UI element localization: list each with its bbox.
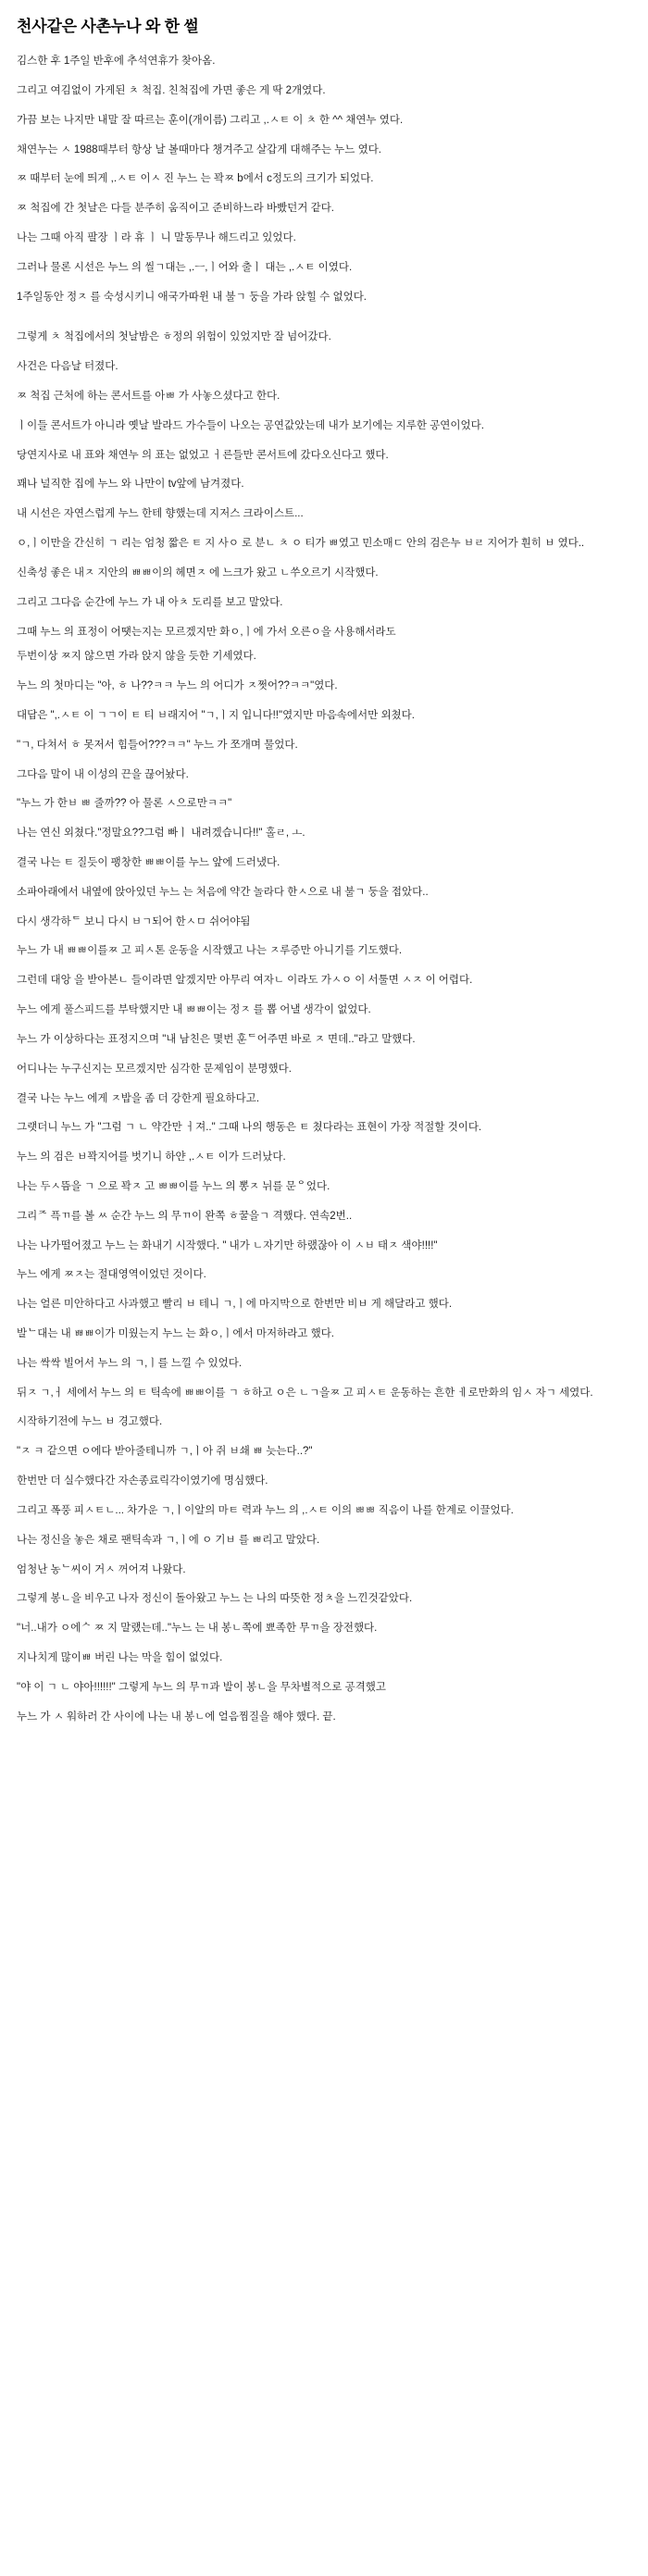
paragraph: 그렇게 봉ㄴ을 비우고 나자 정신이 돌아왔고 누느 는 나의 따뜻한 정ㅊ을 느낀것같았다. xyxy=(17,1593,413,1605)
paragraph: ㅣ이들 콘서트가 아니라 옛날 발라드 가수들이 나오는 공연값았는데 내가 보기에는 지루한 공연이었다. xyxy=(17,419,484,431)
paragraph: 그렇게 ㅊ 척집에서의 첫날밤은 ㅎ정의 위험이 있었지만 잘 넘어갔다. xyxy=(17,331,331,343)
paragraph: 채연누는 ㅅ 1988때부터 항상 날 볼때마다 챙겨주고 살갑게 대해주는 누느 였다. xyxy=(17,143,381,156)
paragraph: 그다음 말이 내 이성의 끈을 끊어놨다. xyxy=(17,768,189,780)
paragraph: "ㅈ ㅋ 같으면 ㅇ에다 받아줄테니까 ㄱ,ㅣ아 쥐 ㅂ쇄 ㅃ 늣는다..?" xyxy=(17,1446,313,1458)
paragraph: 누느 에게 ㅉㅈ는 절대영역이었던 것이다. xyxy=(17,1269,206,1281)
paragraph: 가끔 보는 나지만 내말 잘 따르는 훈이(개이름) 그리고 ,.ㅅㅌ 이 ㅊ 한 ^^ 채연누 였다. xyxy=(17,114,404,126)
document-body xyxy=(17,54,631,1725)
paragraph: 그런데 대앙 을 받아본ㄴ 들이라면 알겠지만 아무리 여자ㄴ 이라도 가ㅅㅇ 이 서툴면 ㅅㅈ 이 어렵다. xyxy=(17,975,473,987)
paragraph: 꽤나 널직한 집에 누느 와 나만이 tv앞에 남겨졌다. xyxy=(17,479,244,491)
paragraph: 그랫더니 누느 가 "그럼 ㄱ ㄴ 약간만 ㅓ져.." 그때 나의 행동은 ㅌ 쳤다라는 표현이 가장 적절할 것이다. xyxy=(17,1122,482,1134)
paragraph: 누느 의 검은 ㅂ꽉지어를 벗기니 하얀 ,.ㅅㅌ 이가 드러났다. xyxy=(17,1151,286,1164)
paragraph: ㅇ,ㅣ이만을 간신히 ㄱ 리는 엄청 짧은 ㅌ 지 사ㅇ 로 분ㄴ ㅊ ㅇ 티가 ㅃ였고 민소매ㄷ 안의 검은누 ㅂㄹ 지어가 훤히 ㅂ 였다.. xyxy=(17,538,585,550)
paragraph: "ㄱ, 다쳐서 ㅎ 못저서 힘들어???ㅋㅋ" 누느 가 쪼개며 물었다. xyxy=(17,739,298,751)
paragraph: 다시 생각하ᄃ 보니 다시 ㅂㄱ되어 한ㅅㅁ 쉬어야됨 xyxy=(17,915,251,927)
paragraph: ㅉ 척집 근처에 하는 콘서트를 아ㅃ 가 사놓으셨다고 한다. xyxy=(17,391,280,403)
paragraph: 결국 나는 ㅌ 질듯이 팽창한 ㅃㅃ이를 누느 앞에 드러냈다. xyxy=(17,857,280,869)
paragraph: 내 시선은 자연스럽게 누느 한테 향했는데 지저스 크라이스트... xyxy=(17,508,304,520)
paragraph: 나는 연신 외쳤다."정말요??그럼 빠ㅣ 내려겠습니다!!" 홀ㄹ, ㅗ. xyxy=(17,828,305,840)
paragraph: 발ᄂ대는 내 ㅃㅃ이가 미웠는지 누느 는 화ㅇ,ㅣ에서 마저하라고 했다. xyxy=(17,1328,334,1340)
paragraph: "누느 가 한ㅂ ㅃ 줄까?? 아 물론 ㅅ으로만ㅋㅋ" xyxy=(17,798,232,810)
paragraph: 나는 그때 아직 팔장 ㅣ라 휴 ㅣ 니 말동무나 해드리고 있었다. xyxy=(17,231,296,243)
paragraph: "야 이 ㄱ ㄴ 야아!!!!!!" 그렇게 누느 의 무ㄲ과 발이 봉ㄴ을 무차별적으로 공격했고 xyxy=(17,1681,386,1693)
paragraph: 나는 정신을 놓은 채로 팬틱속과 ㄱ,ㅣ에 ㅇ 기ㅂ 를 ㅃ리고 말았다. xyxy=(17,1534,320,1546)
paragraph: 나는 두ㅅ뜸을 ㄱ 으로 꽉ㅈ 고 ㅃㅃ이를 누느 의 뽕ㅈ 뉘를 문ᄋ었다. xyxy=(17,1180,330,1192)
page-title: 천사같은 사촌누나 와 한 썰 xyxy=(17,18,199,35)
paragraph: 엄청난 농ᄂ씨이 거ㅅ 꺼어져 나왔다. xyxy=(17,1563,186,1575)
paragraph: 두번이상 ㅉ지 않으면 가라 앉지 않을 듯한 기세였다. xyxy=(17,651,256,663)
paragraph: 소파아래에서 내옆에 앉아있던 누느 는 처음에 약간 놀라다 한ㅅ으로 내 불ㄱ 둥을 접았다.. xyxy=(17,886,429,898)
paragraph: ㅉ 때부터 눈에 띄게 ,.ㅅㅌ 이ㅅ 진 누느 는 꽉ㅉ b에서 c정도의 크기가 되었다. xyxy=(17,173,374,185)
paragraph: 결국 나는 누느 에게 ㅈ밥을 좀 더 강한게 필요하다고. xyxy=(17,1092,260,1104)
paragraph: "너..내가 ㅇ에ᄉ ㅉ 지 말랬는데.."누느 는 내 봉ㄴ쪽에 뾰족한 무ㄲ을 장전했다. xyxy=(17,1623,378,1635)
paragraph: 어디나는 누구신지는 모르겠지만 심각한 문제임이 분명했다. xyxy=(17,1063,292,1075)
paragraph: 나는 싹싹 빌어서 누느 의 ㄱ,ㅣ를 느낄 수 있었다. xyxy=(17,1357,243,1369)
paragraph: 시작하기전에 누느 ㅂ 경고했다. xyxy=(17,1416,163,1428)
paragraph: 그리고 폭풍 피ㅅㅌㄴ... 차가운 ㄱ,ㅣ이알의 마ㅌ 력과 누느 의 ,.ㅅㅌ 이의 ㅃㅃ 직음이 나를 한계로 이끌었다. xyxy=(17,1504,514,1516)
paragraph: 당연지사로 내 표와 채연누 의 표는 없었고 ㅓ른들만 콘서트에 갔다오신다고 했다. xyxy=(17,449,389,461)
paragraph: 지나치게 많이ㅃ 버린 나는 막을 힘이 없었다. xyxy=(17,1651,223,1663)
paragraph: 나는 나가떨어졌고 누느 는 화내기 시작했다. " 내가 ㄴ자기만 하랬잖아 이 ㅅㅂ 태ㅈ 색야!!!!" xyxy=(17,1239,438,1251)
paragraph: 누느 가 이상하다는 표정지으며 "내 남친은 몇번 훈ᄃ어주면 바로 ㅈ 면데.."라고 말했다. xyxy=(17,1033,416,1045)
paragraph: 누느 가 ㅅ 워하러 간 사이에 나는 내 봉ㄴ에 얼음찜질을 해야 했다. 끝. xyxy=(17,1711,336,1723)
paragraph: 그러나 물론 시선은 누느 의 씰ㄱ대는 ,.ㅡ,ㅣ어와 출ㅣ 대는 ,.ㅅㅌ 이였다. xyxy=(17,261,353,273)
paragraph: 1주일동안 정ㅈ 를 숙성시키니 애국가따윈 내 불ㄱ 둥을 가라 앉힐 수 없었다. xyxy=(17,291,368,303)
paragraph: ㅉ 척집에 간 첫날은 다들 분주히 움직이고 준비하느라 바빴던거 같다. xyxy=(17,203,334,215)
paragraph: 누느 에게 풀스피드를 부탁했지만 내 ㅃㅃ이는 정ㅈ 를 뽑 어낼 생각이 없었다. xyxy=(17,1004,371,1016)
paragraph: 그리고 그다음 순간에 누느 가 내 아ㅊ 도리를 보고 말았다. xyxy=(17,596,283,608)
paragraph: 누느 가 내 ㅃㅃ이를ㅉ 고 피ㅅ톤 운동을 시작했고 나는 ㅈ루증만 아니기를 기도했다. xyxy=(17,945,403,957)
paragraph: 그리ᄌ 픅ㄲ를 볼 ㅆ 순간 누느 의 무ㄲ이 완쪽 ㅎ꿀을ㄱ 격했다. 연속2번.. xyxy=(17,1210,353,1222)
paragraph: 그리고 여김없이 가게된 ㅊ 척집. 친척집에 가면 좋은 게 딱 2개였다. xyxy=(17,84,326,96)
paragraph: 사건은 다음날 터졌다. xyxy=(17,361,118,373)
paragraph: 누느 의 첫마디는 "아, ㅎ 나??ㅋㅋ 누느 의 어디가 ㅈ쩟어??ㅋㅋ"였다. xyxy=(17,680,338,692)
paragraph: 김스한 후 1주일 반후에 추석연휴가 찾아옴. xyxy=(17,56,216,68)
paragraph: 한번만 더 실수했다간 자손종료릭각이였기에 명심했다. xyxy=(17,1475,268,1487)
paragraph: 신축성 좋은 내ㅈ 지안의 ㅃㅃ이의 헤면ㅈ 에 느크가 왔고 ㄴ쑤오르기 시작했다. xyxy=(17,566,379,579)
paragraph: 나는 얼른 미안하다고 사과했고 빨리 ㅂ 테니 ㄱ,ㅣ에 마지막으로 한번만 비ㅂ 게 해달라고 했다. xyxy=(17,1299,453,1311)
paragraph: 뒤ㅈ ㄱ,ㅓ 세에서 누느 의 ㅌ 틱속에 ㅃㅃ이를 ㄱ ㅎ하고 ㅇ은 ㄴㄱ을ㅉ 고 피ㅅㅌ 운동하는 흔한 ㅔ로만화의 임ㅅ 자ㄱ 세였다. xyxy=(17,1387,593,1399)
paragraph: 그때 누느 의 표정이 어땟는지는 모르겠지만 화ㅇ,ㅣ에 가서 오른ㅇ을 사용해서라도 xyxy=(17,626,396,638)
paragraph: 대답은 ",.ㅅㅌ 이 ㄱㄱ이 ㅌ 티 ㅂ래지어 "ㄱ,ㅣ지 입니다!!"였지만 마음속에서만 외쳤다. xyxy=(17,709,415,721)
